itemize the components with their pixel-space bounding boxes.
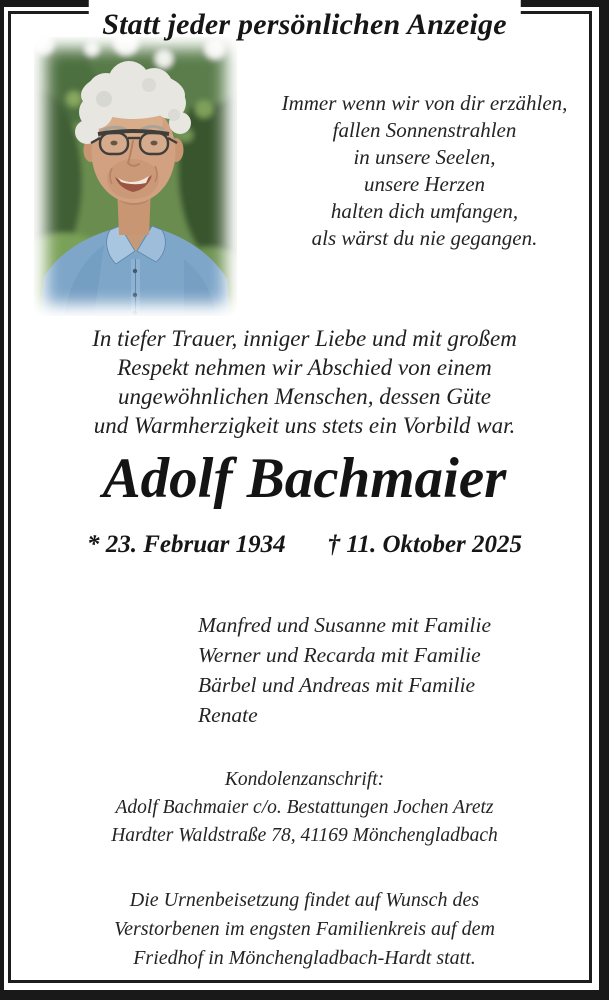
text-line: Verstorbenen im engsten Familienkreis auf dem: [114, 918, 495, 940]
text-line: ungewöhnlichen Menschen, dessen Güte: [117, 384, 491, 409]
text-line: Renate: [198, 703, 258, 727]
death-date: † 11. Oktober 2025: [327, 531, 523, 558]
deceased-name: Adolf Bachmaier: [102, 447, 507, 510]
text-line: Immer wenn wir von dir erzählen,: [281, 91, 568, 115]
life-dates: [0, 531, 609, 559]
header-title: Statt jeder persönlichen Anzeige: [102, 8, 507, 41]
text-line: Werner und Recarda mit Familie: [198, 643, 481, 667]
text-line: Respekt nehmen wir Abschied von einem: [117, 355, 492, 380]
text-line: als wärst du nie gegangen.: [311, 226, 538, 250]
text-line: Manfred und Susanne mit Familie: [198, 613, 492, 637]
poem-text: [246, 90, 603, 252]
text-line: halten dich umfangen,: [330, 199, 519, 223]
text-line: Kondolenzanschrift:: [224, 769, 385, 790]
tribute-text: [0, 324, 609, 440]
birth-date: * 23. Februar 1934: [86, 531, 286, 558]
portrait-photo: [34, 37, 237, 316]
family-names: [198, 610, 491, 730]
text-line: fallen Sonnenstrahlen: [332, 118, 517, 142]
text-line: und Warmherzigkeit uns stets ein Vorbild war.: [93, 413, 516, 438]
portrait-illustration: [34, 37, 237, 316]
text-line: Hardter Waldstraße 78, 41169 Mönchengladbach: [111, 825, 498, 846]
text-line: unsere Herzen: [363, 172, 486, 196]
header-title-box: [88, 0, 520, 41]
condolence-address: [0, 766, 609, 850]
text-line: Die Urnenbeisetzung findet auf Wunsch des: [129, 889, 480, 911]
text-line: Adolf Bachmaier c/o. Bestattungen Jochen Aretz: [115, 797, 494, 818]
text-line: In tiefer Trauer, inniger Liebe und mit großem: [92, 326, 517, 351]
frame-bottom-band: [0, 990, 609, 1000]
text-line: Bärbel und Andreas mit Familie: [198, 673, 476, 697]
text-line: in unsere Seelen,: [353, 145, 496, 169]
burial-info: [0, 886, 609, 973]
text-line: Friedhof in Mönchengladbach-Hardt statt.: [133, 947, 476, 969]
